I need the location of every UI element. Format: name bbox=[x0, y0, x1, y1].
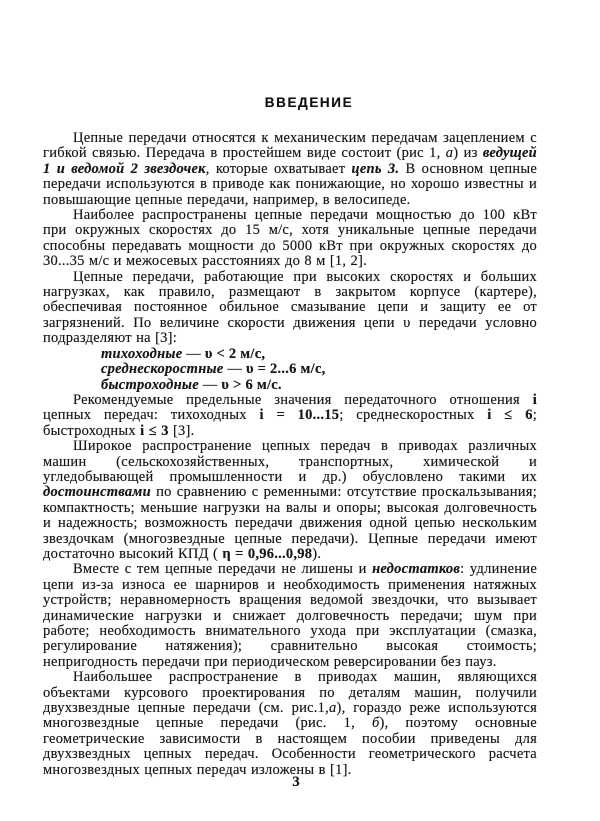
document-content bbox=[43, 95, 537, 778]
paragraph-ratio-limits: Рекомендуемые предельные значения передаточного отношения i цепных передач: тихоходных i = 10...15; среднескоростных i ≤ 6; быстроходных i ≤ 3 [3]. bbox=[43, 391, 537, 439]
speed-class-slow: тихоходные — υ < 2 м/с, bbox=[101, 345, 266, 362]
paragraph-intro: Цепные передачи относятся к механическим передачам зацеплением с гибкой связью. Передача в простейшем виде состоит (рис 1, а) из ведущей 1 и ведомой 2 звездочек, которые охватывает цепь 3. В основном цепные передачи используются в приводе как понижающие, но хорошо известны и повышающие цепные передачи, например, в велосипеде. bbox=[43, 130, 538, 208]
paragraph-advantages: Широкое распространение цепных передач в приводах различных машин (сельскохозяйственных, транспортных, химической и угледобывающей промышленности и др.) обусловлено такими их достоинствами по сравнению с ременными: отсутствие проскальзывания; компактность; меньшие нагрузки на валы и опоры; высокая долговечность и надежность; возможность передачи движения одной цепью нескольким звездочкам (многозвездные цепные передачи). Цепные передачи имеют достаточно высокий КПД ( η = 0,96...0,98). bbox=[43, 438, 537, 562]
paragraph-scope: Наибольшее распространение в приводах машин, являющихся объектами курсового проектирования по деталям машин, получили двухзвездные цепные передачи (см. рис.1,а), гораздо реже используются многозвездные цепные передачи (рис. 1, б), поэтому основные геометрические зависимости в настоящем пособии приведены для двухзвездных цепных передач. Особенности геометрического расчета многозвездных цепных передач изложены в [1]. bbox=[43, 669, 537, 778]
paragraph-disadvantages: Вместе с тем цепные передачи не лишены и недостатков: удлинение цепи из-за износа ее шарниров и необходимость применения натяжных устройств; неравномерность вращения ведомой звездочки, что вызывает динамические нагрузки и снижает долговечность передачи; шум при работе; необходимость внимательного ухода при эксплуатации (смазка, регулирование натяжения); сравнительно высокая стоимость; непригодность передачи при периодическом реверсировании без пауз. bbox=[43, 561, 538, 670]
section-title: ВВЕДЕНИЕ bbox=[264, 95, 354, 110]
page-number: 3 bbox=[292, 774, 300, 790]
speed-class-medium: среднескоростные — υ = 2...6 м/с, bbox=[101, 361, 326, 378]
paragraph-operating-conditions: Цепные передачи, работающие при высоких скоростях и больших нагрузках, как правило, размещают в закрытом корпусе (картере), обеспечивая постоянное обильное смазывание цепи и защиту ее от загрязнений. По величине скорости движения цепи υ передачи условно подразделяют на [3]: bbox=[43, 268, 537, 347]
paragraph-power-range: Наиболее распространены цепные передачи мощностью до 100 кВт при окружных скоростях до 15 м/с, хотя уникальные цепные передачи способны передавать мощности до 5000 кВт при окружных скоростях до 30...35 м/с и межосевых расстояниях до 8 м [1, 2]. bbox=[43, 207, 537, 270]
speed-class-fast: быстроходные — υ > 6 м/с. bbox=[101, 376, 282, 393]
